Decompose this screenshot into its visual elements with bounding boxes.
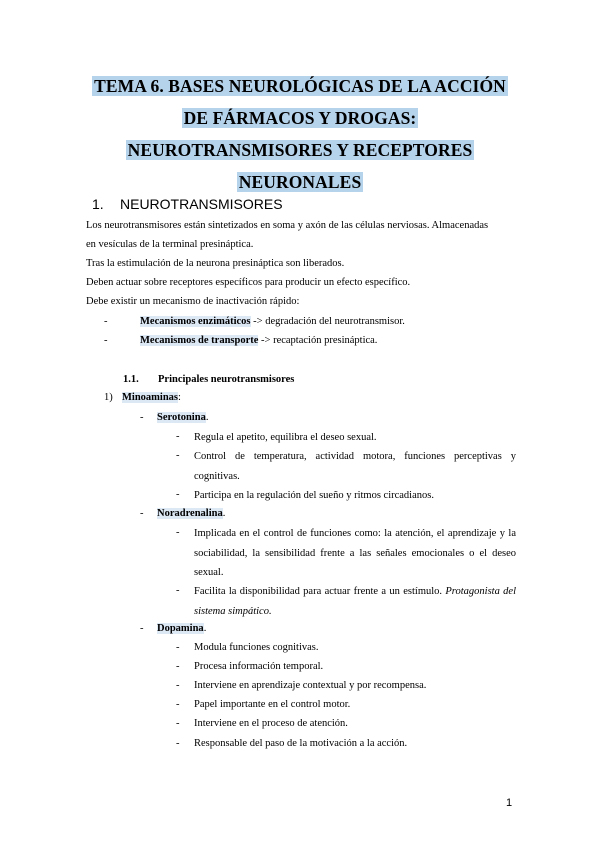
list-dash: - <box>176 431 180 442</box>
section-number: 1. <box>92 196 104 212</box>
list-dash: - <box>140 508 144 519</box>
noradrenalina-item <box>140 508 225 519</box>
title-line-4: NEURONALES <box>238 172 362 192</box>
serotonina-point-2: Control de temperatura, actividad motora, funciones perceptivas y cognitivas. <box>194 451 516 482</box>
noradrenalina-point-2 <box>194 582 516 621</box>
mechanism-term: Mecanismos enzimáticos <box>140 316 251 327</box>
mechanism-item-transport <box>104 335 377 346</box>
intro-paragraph-1b: en vesículas de la terminal presináptica. <box>86 239 254 250</box>
list-dash: - <box>104 335 108 346</box>
dopamina-point-3: Interviene en aprendizaje contextual y por recompensa. <box>194 680 427 691</box>
label-suffix: . <box>222 508 226 519</box>
label-suffix: . <box>205 412 209 423</box>
title-line-2: DE FÁRMACOS Y DROGAS: <box>183 108 417 128</box>
label-suffix: . <box>203 623 207 634</box>
dopamina-point-1: Modula funciones cognitivas. <box>194 642 319 653</box>
dopamina-item <box>140 623 206 634</box>
label-suffix: : <box>178 392 181 403</box>
point-italic-text: Protagonista del sistema simpático. <box>194 586 516 617</box>
monoaminas-item <box>104 392 181 403</box>
noradrenalina-label: Noradrenalina <box>157 508 223 519</box>
point-text: Facilita la disponibilidad para actuar frente a un estímulo. <box>194 586 446 597</box>
subsection-heading <box>123 374 294 385</box>
serotonina-item <box>140 412 208 423</box>
intro-paragraph-2: Tras la estimulación de la neurona presináptica son liberados. <box>86 258 345 269</box>
dopamina-label: Dopamina <box>157 623 204 634</box>
dopamina-point-4: Papel importante en el control motor. <box>194 699 351 710</box>
list-dash: - <box>140 623 144 634</box>
serotonina-label: Serotonina <box>157 412 206 423</box>
intro-paragraph-1a: Los neurotransmisores están sintetizados en soma y axón de las células nerviosas. Almacenadas <box>86 220 489 231</box>
subsection-number: 1.1. <box>123 374 139 385</box>
document-title <box>80 70 520 198</box>
title-line-1: TEMA 6. BASES NEUROLÓGICAS DE LA ACCIÓN <box>94 76 506 96</box>
list-dash: - <box>176 661 180 672</box>
serotonina-point-3: Participa en la regulación del sueño y ritmos circadianos. <box>194 490 434 501</box>
noradrenalina-point-1: Implicada en el control de funciones como: la atención, el aprendizaje y la sociabilidad, la sensibilidad frente a las señales emocionales o el deseo sexual. <box>194 528 516 578</box>
list-dash: - <box>176 527 180 538</box>
list-dash: - <box>176 585 180 596</box>
dopamina-point-5: Interviene en el proceso de atención. <box>194 718 348 729</box>
list-dash: - <box>176 738 180 749</box>
title-line-3: NEUROTRANSMISORES Y RECEPTORES <box>127 140 473 160</box>
list-dash: - <box>104 316 108 327</box>
list-dash: - <box>140 412 144 423</box>
list-dash: - <box>176 450 180 461</box>
dopamina-point-6: Responsable del paso de la motivación a la acción. <box>194 738 408 749</box>
list-dash: - <box>176 489 180 500</box>
mechanism-desc: -> recaptación presináptica. <box>258 335 378 346</box>
intro-paragraph-3: Deben actuar sobre receptores específicos para producir un efecto específico. <box>86 277 411 288</box>
list-dash: - <box>176 680 180 691</box>
serotonina-point-1: Regula el apetito, equilibra el deseo sexual. <box>194 432 377 443</box>
monoaminas-label: Minoaminas <box>122 392 179 403</box>
mechanism-term: Mecanismos de transporte <box>140 335 259 346</box>
list-number: 1) <box>104 392 113 403</box>
subsection-title: Principales neurotransmisores <box>158 374 295 385</box>
intro-paragraph-4: Debe existir un mecanismo de inactivación rápido: <box>86 296 300 307</box>
page-number: 1 <box>506 797 513 809</box>
list-dash: - <box>176 642 180 653</box>
section-title: NEUROTRANSMISORES <box>120 196 283 212</box>
mechanism-desc: -> degradación del neurotransmisor. <box>250 316 405 327</box>
list-dash: - <box>176 699 180 710</box>
list-dash: - <box>176 718 180 729</box>
section-heading <box>92 196 283 212</box>
mechanism-item-enzymatic <box>104 316 405 327</box>
dopamina-point-2: Procesa información temporal. <box>194 661 324 672</box>
